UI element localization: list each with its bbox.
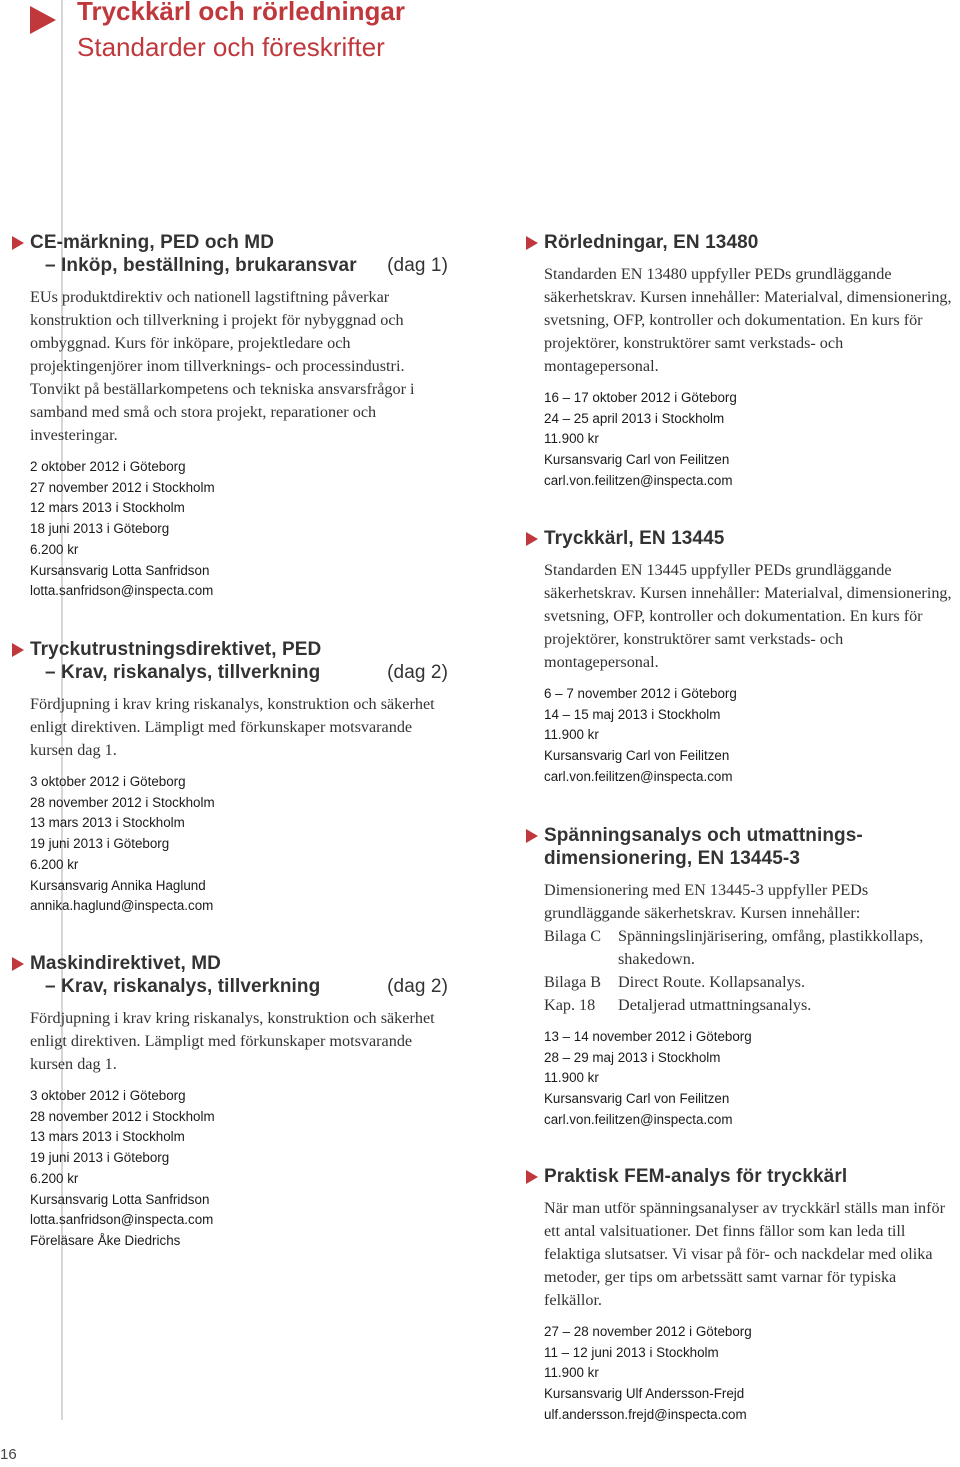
course-details: 16 – 17 oktober 2012 i Göteborg 24 – 25 april 2013 i Stockholm 11.900 kr Kursansvarig Carl von Feilitzen carl.von.feilitzen@inspecta.com xyxy=(544,388,954,492)
day-label: (dag 2) xyxy=(387,976,448,997)
course-description: Standarden EN 13480 uppfyller PEDs grundläggande säkerhetskrav. Kursen innehåller: Materialval, dimensionering, svetsning, OFP, kontroller och dokumentation. En kurs för projektörer, konstruktörer samt verkstads- och montagepersonal. xyxy=(544,265,952,375)
page-number: 16 xyxy=(0,1446,17,1463)
course-description: Dimensionering med EN 13445-3 uppfyller PEDs grundläggande säkerhetskrav. Kursen innehåller: Bilaga C Spänningslinjärisering, omfång, plastikkollaps, shakedown. Bilaga B Direct Route. Kollapsanalys. Kap. 18 Detaljerad utmattningsanalys. xyxy=(544,879,954,1017)
course-heading: Maskindirektivet, MD – Krav, riskanalys, tillverkning (dag 2) xyxy=(30,952,448,998)
page-title: Tryckkärl och rörledningar xyxy=(77,0,406,26)
arrow-icon xyxy=(12,236,24,250)
arrow-icon xyxy=(526,236,538,250)
brand-logo-icon xyxy=(30,6,56,34)
course-details: 3 oktober 2012 i Göteborg 28 november 2012 i Stockholm 13 mars 2013 i Stockholm 19 juni 2013 i Göteborg 6.200 kr Kursansvarig Annika Haglund annika.haglund@inspecta.com xyxy=(30,772,448,917)
course-heading: Tryckkärl, EN 13445 xyxy=(544,527,954,550)
course-details: 3 oktober 2012 i Göteborg 28 november 2012 i Stockholm 13 mars 2013 i Stockholm 19 juni 2013 i Göteborg 6.200 kr Kursansvarig Lotta Sanfridson lotta.sanfridson@inspecta.com Föreläsare Åke Diedrichs xyxy=(30,1086,448,1252)
list-item: Kap. 18 Detaljerad utmattningsanalys. xyxy=(544,996,812,1014)
course-details: 2 oktober 2012 i Göteborg 27 november 2012 i Stockholm 12 mars 2013 i Stockholm 18 juni 2013 i Göteborg 6.200 kr Kursansvarig Lotta Sanfridson lotta.sanfridson@inspecta.com xyxy=(30,457,448,602)
arrow-icon xyxy=(526,1170,538,1184)
email-link[interactable]: carl.von.feilitzen@inspecta.com xyxy=(544,768,733,784)
course-description: När man utför spänningsanalyser av tryckkärl ställs man inför ett antal valsituationer. Det finns fällor som kan leda till felaktiga slutsatser. Vi visar på för- och nackdelar med olika metoder, ger tips om arbetssätt samt varnar för typiska felkällor. xyxy=(544,1199,945,1309)
course-description: Fördjupning i krav kring riskanalys, konstruktion och säkerhet enligt direktiven. Lämpligt med förkunskaper motsvarande kursen dag 1. xyxy=(30,695,435,759)
email-link[interactable]: annika.haglund@inspecta.com xyxy=(30,898,214,914)
course-description: EUs produktdirektiv och nationell lagstiftning påverkar konstruktion och tillverkning i projekt för nybyggnad och ombyggnad. Kurs för inköpare, projektledare och projektingenjörer inom tillverknings- och processindustri. Tonvikt på beställarkompetens och tekniska ansvarsfrågor i samband med små och stora projekt, reparationer och investeringar. xyxy=(30,288,415,444)
course-heading: Praktisk FEM-analys för tryckkärl xyxy=(544,1165,958,1188)
course-details: 13 – 14 november 2012 i Göteborg 28 – 29 maj 2013 i Stockholm 11.900 kr Kursansvarig Carl von Feilitzen carl.von.feilitzen@inspecta.com xyxy=(544,1027,954,1131)
course-heading: CE-märkning, PED och MD – Inköp, beställning, brukaransvar (dag 1) xyxy=(30,231,448,277)
course-ped xyxy=(30,638,448,917)
course-details: 6 – 7 november 2012 i Göteborg 14 – 15 maj 2013 i Stockholm 11.900 kr Kursansvarig Carl von Feilitzen carl.von.feilitzen@inspecta.com xyxy=(544,684,954,788)
course-heading: Spänningsanalys och utmattnings- dimensionering, EN 13445-3 xyxy=(544,824,954,870)
arrow-icon xyxy=(12,957,24,971)
course-en13445-3 xyxy=(544,824,954,1131)
course-fem xyxy=(544,1165,958,1426)
list-item: Bilaga C Spänningslinjärisering, omfång, plastikkollaps, shakedown. xyxy=(544,927,924,968)
course-description: Standarden EN 13445 uppfyller PEDs grundläggande säkerhetskrav. Kursen innehåller: Materialval, dimensionering, svetsning, OFP, kontroller och dokumentation. En kurs för projektörer, konstruktörer samt verkstads- och montagepersonal. xyxy=(544,561,952,671)
day-label: (dag 2) xyxy=(387,662,448,683)
list-item: Bilaga B Direct Route. Kollapsanalys. xyxy=(544,973,806,991)
email-link[interactable]: carl.von.feilitzen@inspecta.com xyxy=(544,1111,733,1127)
course-description: Fördjupning i krav kring riskanalys, konstruktion och säkerhet enligt direktiven. Lämpligt med förkunskaper motsvarande kursen dag 1. xyxy=(30,1009,435,1073)
email-link[interactable]: carl.von.feilitzen@inspecta.com xyxy=(544,472,733,488)
course-heading: Tryckutrustningsdirektivet, PED – Krav, riskanalys, tillverkning (dag 2) xyxy=(30,638,448,684)
email-link[interactable]: lotta.sanfridson@inspecta.com xyxy=(30,583,214,599)
course-heading: Rörledningar, EN 13480 xyxy=(544,231,954,254)
course-ce-marking xyxy=(30,231,448,602)
email-link[interactable]: ulf.andersson.frejd@inspecta.com xyxy=(544,1406,747,1422)
arrow-icon xyxy=(526,532,538,546)
arrow-icon xyxy=(12,643,24,657)
email-link[interactable]: lotta.sanfridson@inspecta.com xyxy=(30,1212,214,1228)
course-en13445 xyxy=(544,527,954,788)
course-en13480 xyxy=(544,231,954,492)
page-subtitle: Standarder och föreskrifter xyxy=(77,32,385,62)
course-md xyxy=(30,952,448,1252)
arrow-icon xyxy=(526,829,538,843)
day-label: (dag 1) xyxy=(387,255,448,276)
course-details: 27 – 28 november 2012 i Göteborg 11 – 12 juni 2013 i Stockholm 11.900 kr Kursansvarig Ulf Andersson-Frejd ulf.andersson.frejd@inspecta.com xyxy=(544,1322,958,1426)
